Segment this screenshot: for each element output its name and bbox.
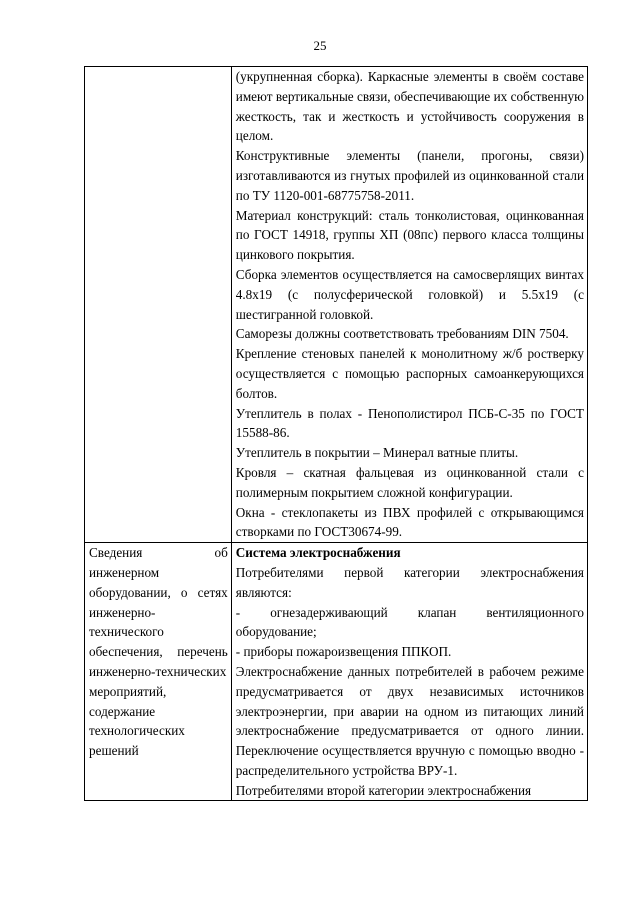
- paragraph: Кровля – скатная фальцевая из оцинкованной стали с полимерным покрытием сложной конфигурации.: [235, 464, 584, 500]
- paragraph: Сборка элементов осуществляется на самосверлящих винтах 4.8х19 (с полусферической головкой) и 5.5х19 (с шестигранной головкой.: [235, 266, 584, 322]
- paragraph: Потребителями первой категории электроснабжения являются:: [235, 564, 584, 600]
- table-cell-right: [231, 543, 587, 801]
- paragraph: Саморезы должны соответствовать требованиям DIN 7504.: [235, 326, 569, 342]
- paragraph: - приборы пожароизвещения ППКОП.: [235, 644, 452, 660]
- table-cell-right: [231, 67, 587, 543]
- paragraph: Утеплитель в полах - Пенополистирол ПСБ-С-35 по ГОСТ 15588-86.: [235, 405, 584, 441]
- page-number: 25: [313, 38, 327, 53]
- paragraph: Электроснабжение данных потребителей в рабочем режиме предусматривается от двух независимых источников электроэнергии, при аварии на одном из питающих линий электроснабжение предусматривается от одного линии. Переключение осуществляется вручную с помощью вводно - распределительного устройства ВРУ-1.: [235, 663, 584, 778]
- paragraph: Утеплитель в покрытии – Минерал ватные плиты.: [235, 445, 519, 461]
- table-cell-left: [85, 67, 232, 543]
- paragraph: Конструктивные элементы (панели, прогоны, связи) изготавливаются из гнутых профилей из оцинкованной стали по ТУ 1120-001-68775758-2011.: [235, 148, 584, 203]
- paragraph: Потребителями второй категории электроснабжения: [235, 782, 532, 798]
- paragraph: Крепление стеновых панелей к монолитному ж/б ростверку осуществляется с помощью распорных самоанкерующихся болтов.: [235, 346, 584, 401]
- table-row: [85, 543, 588, 801]
- paragraph: - огнезадерживающий клапан вентиляционного оборудование;: [235, 604, 584, 640]
- paragraph: (укрупненная сборка). Каркасные элементы в своём составе имеют вертикальные связи, обеспечивающие их собственную жесткость, так и жесткость и устойчивость сооружения в целом.: [235, 69, 584, 144]
- row-label: Сведения об инженерном оборудовании, о сетях инженерно-технического обеспечения, перечень инженерно-технических мероприятий, содержание технологических решений: [89, 545, 228, 759]
- paragraph: Материал конструкций: сталь тонколистовая, оцинкованная по ГОСТ 14918, группы ХП (08пс) первого класса толщины цинкового покрытия.: [235, 207, 584, 263]
- document-table: [84, 66, 588, 801]
- paragraph: Окна - стеклопакеты из ПВХ профилей с открывающимся створками по ГОСТ30674-99.: [235, 504, 584, 540]
- table-cell-left: [85, 543, 232, 801]
- section-heading: Система электроснабжения: [235, 545, 401, 561]
- table-row: [85, 67, 588, 543]
